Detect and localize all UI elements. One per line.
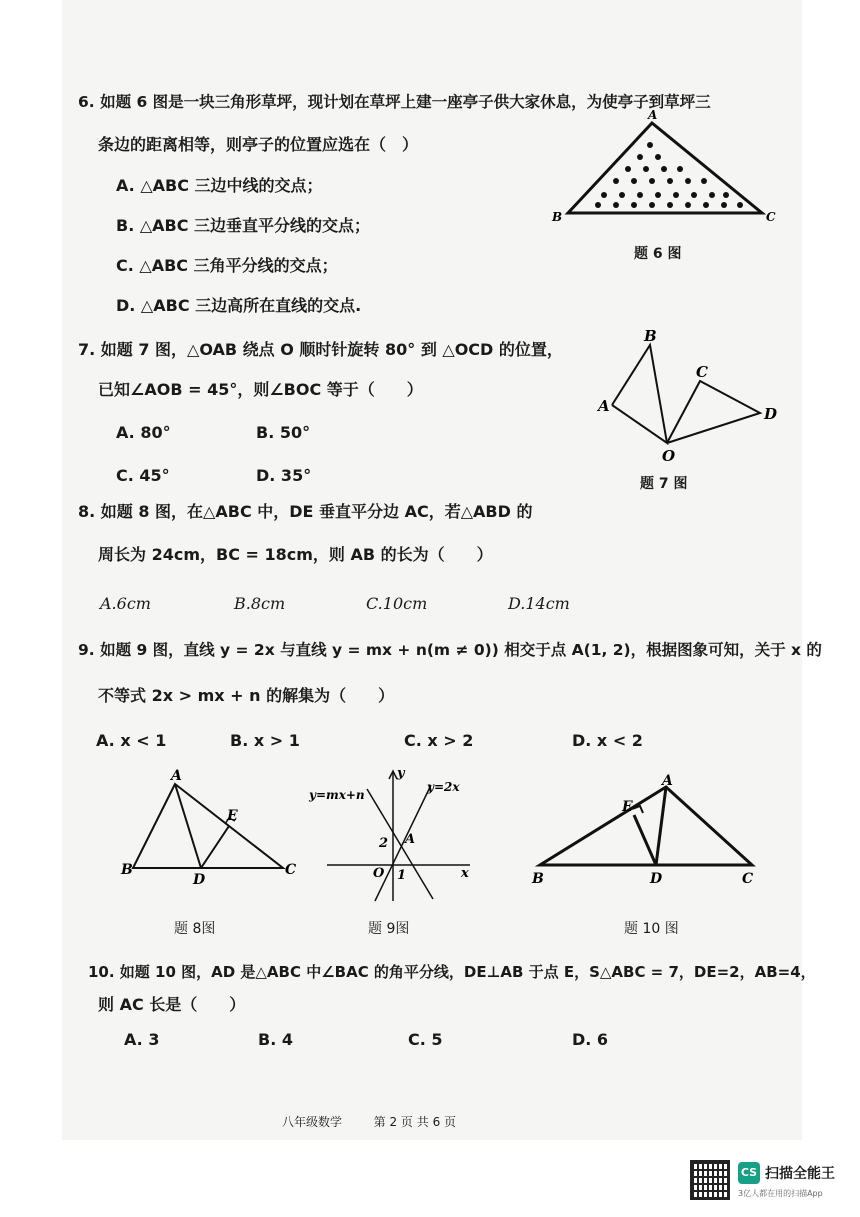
- q9-label-a: A: [405, 832, 416, 847]
- q6-label-b: B: [552, 210, 563, 224]
- q9-option-c: C. x > 2: [404, 731, 474, 750]
- q9-caption: 题 9图: [368, 921, 410, 937]
- camscanner-logo: CS: [738, 1162, 760, 1184]
- q9-label-x-axis: x: [461, 866, 469, 881]
- q6-label-a: A: [648, 108, 658, 122]
- q8-caption: 题 8图: [174, 921, 216, 937]
- q7-option-b: B. 50°: [256, 423, 311, 442]
- q7-label-o: O: [662, 447, 676, 465]
- q9-label-origin: O: [373, 866, 385, 881]
- q9-label-y-axis: y: [397, 766, 405, 781]
- q7-figure: [590, 325, 790, 465]
- q10-label-b: B: [532, 871, 544, 887]
- q9-label-line-mxn: y=mx+n: [309, 788, 365, 802]
- q9-label-two: 2: [379, 836, 389, 851]
- q10-option-d: D. 6: [572, 1030, 609, 1049]
- q6-label-c: C: [766, 210, 776, 224]
- q9-option-b: B. x > 1: [230, 731, 300, 750]
- q9-stem-line1: 9. 如题 9 图，直线 y = 2x 与直线 y = mx + n(m ≠ 0)) 相交于点 A(1, 2)，根据图象可知，关于 x 的: [78, 641, 822, 659]
- q7-label-b: B: [644, 327, 657, 345]
- q10-label-c: C: [742, 871, 754, 887]
- footer-subject: 八年级数学: [282, 1115, 343, 1129]
- q6-stem-line2: 条边的距离相等，则亭子的位置应选在（ ）: [98, 135, 419, 154]
- q6-stem-line1: 6. 如题 6 图是一块三角形草坪，现计划在草坪上建一座亭子供大家休息，为使亭子到草坪三: [78, 93, 711, 111]
- q9-option-d: D. x < 2: [572, 731, 643, 750]
- q7-caption: 题 7 图: [640, 476, 688, 492]
- q10-option-c: C. 5: [408, 1030, 443, 1049]
- q10-stem-line2: 则 AC 长是（ ）: [98, 995, 246, 1014]
- q6-option-b: B. △ABC 三边垂直平分线的交点；: [116, 216, 371, 235]
- q7-option-d: D. 35°: [256, 466, 312, 485]
- q6-option-c: C. △ABC 三角平分线的交点；: [116, 256, 338, 275]
- q10-caption: 题 10 图: [624, 921, 679, 937]
- footer-page-number: 第 2 页 共 6 页: [373, 1115, 457, 1129]
- page-footer: [282, 1113, 456, 1130]
- q8-option-a: A.6cm: [100, 594, 151, 613]
- q6-caption: 题 6 图: [634, 246, 682, 262]
- q7-stem-line2: 已知∠AOB = 45°，则∠BOC 等于（ ）: [98, 380, 423, 399]
- q10-figure: [530, 775, 770, 890]
- camscanner-name: 扫描全能王: [765, 1166, 835, 1182]
- q10-option-b: B. 4: [258, 1030, 293, 1049]
- q9-figure: [305, 765, 475, 905]
- q8-option-c: C.10cm: [366, 594, 428, 613]
- qr-code-icon: [690, 1160, 730, 1200]
- q7-option-a: A. 80°: [116, 423, 171, 442]
- q8-label-a: A: [171, 768, 182, 784]
- q10-label-e: E: [622, 799, 633, 815]
- q9-label-one: 1: [397, 868, 407, 883]
- q8-option-b: B.8cm: [234, 594, 286, 613]
- q7-label-a: A: [598, 397, 610, 415]
- q8-stem-line2: 周长为 24cm，BC = 18cm，则 AB 的长为（ ）: [98, 545, 493, 564]
- q8-figure: [115, 768, 305, 888]
- q7-label-d: D: [764, 405, 778, 423]
- q7-stem-line1: 7. 如题 7 图，△OAB 绕点 O 顺时针旋转 80° 到 △OCD 的位置，: [78, 340, 563, 359]
- q6-option-a: A. △ABC 三边中线的交点；: [116, 176, 323, 195]
- q9-stem-line2: 不等式 2x > mx + n 的解集为（ ）: [98, 686, 395, 705]
- q8-option-d: D.14cm: [508, 594, 570, 613]
- q6-option-d: D. △ABC 三边高所在直线的交点.: [116, 296, 362, 315]
- camscanner-tagline: 3亿人都在用的扫描App: [738, 1189, 823, 1198]
- q10-option-a: A. 3: [124, 1030, 160, 1049]
- q8-label-c: C: [285, 862, 297, 878]
- q10-label-d: D: [650, 871, 663, 887]
- q7-label-c: C: [696, 363, 708, 381]
- q10-stem-line1: 10. 如题 10 图，AD 是△ABC 中∠BAC 的角平分线，DE⊥AB 于点 E，S△ABC = 7，DE=2，AB=4，: [88, 963, 816, 981]
- q8-label-d: D: [193, 872, 206, 888]
- q9-option-a: A. x < 1: [96, 731, 167, 750]
- q7-option-c: C. 45°: [116, 466, 170, 485]
- q9-label-line-2x: y=2x: [427, 780, 460, 794]
- q6-figure: [540, 105, 790, 235]
- q10-label-a: A: [662, 773, 673, 789]
- q8-label-e: E: [227, 808, 238, 824]
- q8-label-b: B: [121, 862, 133, 878]
- q8-stem-line1: 8. 如题 8 图，在△ABC 中，DE 垂直平分边 AC，若△ABD 的: [78, 502, 533, 521]
- grass-pattern: [595, 142, 743, 208]
